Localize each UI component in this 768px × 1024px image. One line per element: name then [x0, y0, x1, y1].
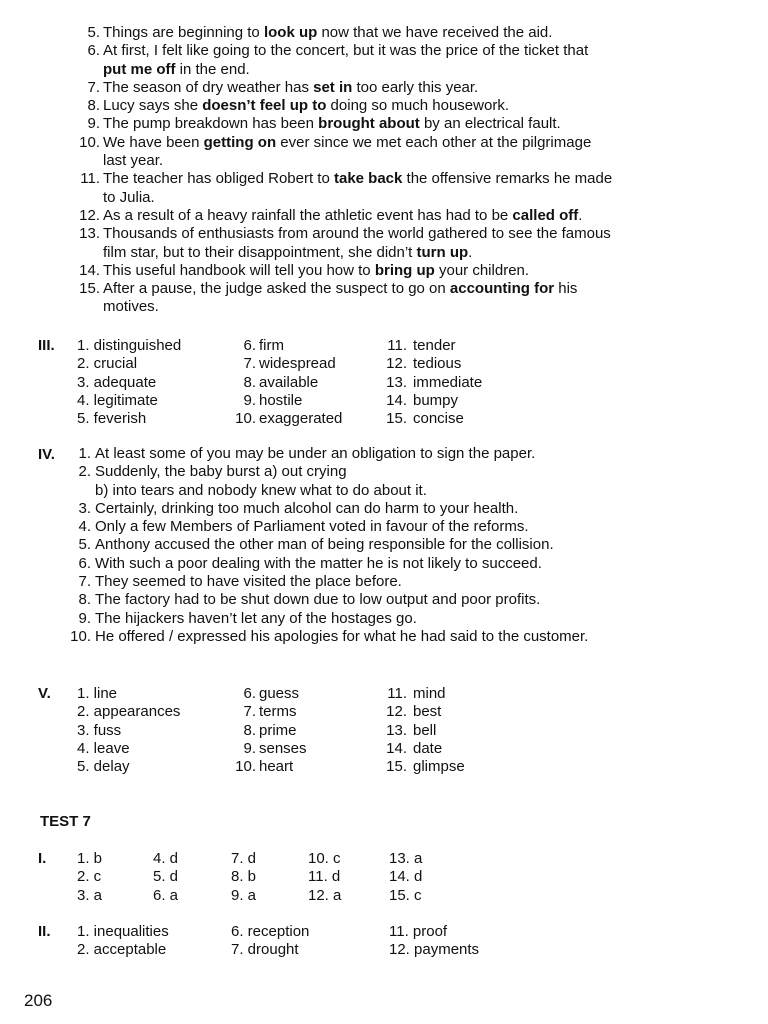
answer-entry: 13.: [386, 721, 407, 739]
list-item: [0, 262, 768, 280]
answer-entry: 2. appearances: [77, 703, 181, 721]
answer-entry: 6.: [243, 337, 256, 354]
item-number: 13.: [79, 225, 100, 243]
answer-phrase: accounting for: [449, 280, 555, 298]
sentence-text: The season of dry weather has: [103, 78, 314, 96]
answer-entry: 11. d: [308, 868, 341, 886]
list-item-continuation: [0, 189, 768, 207]
answer-entry: 2. c: [77, 868, 102, 886]
answer-entry: 8.: [243, 721, 256, 739]
item-text: [103, 79, 478, 97]
item-text: [103, 207, 582, 225]
sentence-text: motives.: [103, 298, 159, 316]
sentence-text: At first, I felt like going to the concert, but it was the price of the ticket that: [103, 42, 589, 60]
list-item-continuation: [0, 244, 768, 262]
answer-entry: concise: [413, 410, 464, 428]
sentence-text: doing so much housework.: [326, 97, 509, 115]
answer-entry: senses: [259, 739, 307, 757]
list-item: [0, 24, 768, 42]
item-text: [103, 134, 591, 152]
list-item: [0, 445, 768, 463]
sentence-text: ever since we met each other at the pilgrimage: [276, 133, 592, 151]
list-item: [0, 518, 768, 536]
list-item: [0, 536, 768, 554]
item-text: They seemed to have visited the place before.: [95, 573, 402, 591]
item-number: 15.: [79, 280, 100, 298]
sentence-text: now that we have received the aid.: [317, 24, 553, 41]
sentence-text: After a pause, the judge asked the suspect to go on: [103, 280, 450, 298]
test7-section-i-col5: [389, 850, 422, 905]
answer-phrase: brought about: [318, 115, 420, 133]
list-item: [0, 170, 768, 188]
item-number: 2.: [78, 463, 91, 481]
answer-phrase: called off: [512, 206, 579, 224]
answer-entry: 8.: [243, 373, 256, 391]
answer-entry: 15.: [386, 758, 407, 776]
sentence-text: Things are beginning to: [103, 24, 264, 41]
answer-phrase: doesn’t feel up to: [202, 97, 327, 115]
section-v-col2: [259, 685, 307, 776]
sentence-text: your children.: [434, 261, 530, 279]
item-text: Anthony accused the other man of being responsible for the collision.: [95, 536, 554, 554]
page-number: 206: [24, 991, 53, 1010]
answer-entry: 1. distinguished: [77, 337, 182, 354]
item-number: 14.: [79, 261, 100, 279]
answer-entry: 10.: [235, 758, 256, 776]
answer-entry: 6. reception: [231, 923, 310, 940]
answer-entry: 14.: [386, 391, 407, 409]
answer-phrase: bring up: [374, 261, 435, 279]
answer-entry: 1. b: [77, 850, 103, 867]
list-item: [0, 42, 768, 60]
answer-entry: 7.: [243, 703, 256, 721]
section-iii-col3: [413, 337, 482, 428]
answer-entry: prime: [259, 721, 297, 739]
list-item: [0, 134, 768, 152]
list-item: [0, 280, 768, 298]
item-text: [103, 42, 588, 60]
item-number: 9.: [87, 115, 100, 133]
item-number: 10.: [79, 133, 100, 151]
answer-entry: 6.: [243, 685, 256, 702]
item-text: [103, 298, 159, 316]
test7-section-ii-col2: [231, 923, 309, 960]
item-number: 12.: [79, 206, 100, 224]
list-item: [0, 573, 768, 591]
test7-section-i-label: I.: [38, 850, 47, 867]
section-iii-col2: [259, 337, 342, 428]
answer-entry: 12. a: [308, 886, 342, 904]
item-number: 8.: [87, 97, 100, 115]
item-text: The hijackers haven’t let any of the hostages go.: [95, 609, 417, 627]
sentence-text: .: [578, 206, 583, 224]
answer-phrase: put me off: [103, 60, 176, 78]
sentence-text: to Julia.: [103, 188, 155, 206]
answer-entry: 12. payments: [389, 941, 480, 959]
section-iii-col2-numbers: [222, 337, 256, 428]
answer-entry: 15. c: [389, 886, 422, 904]
item-number: 5.: [87, 24, 100, 41]
answer-entry: 2. acceptable: [77, 941, 167, 959]
answer-entry: 1. line: [77, 685, 118, 702]
answer-entry: 3. adequate: [77, 373, 157, 391]
sentence-text: This useful handbook will tell you how to: [103, 261, 375, 279]
sentence-text: by an electrical fault.: [419, 115, 561, 133]
item-number: 9.: [78, 609, 91, 627]
list-item: [0, 555, 768, 573]
item-number: 6.: [78, 554, 91, 572]
answer-entry: 10. c: [308, 850, 341, 867]
sentence-text: too early this year.: [352, 78, 479, 96]
answer-entry: available: [259, 373, 319, 391]
item-text: At least some of you may be under an obligation to sign the paper.: [95, 445, 536, 462]
item-number: 11.: [80, 170, 100, 188]
answer-entry: 6. a: [153, 886, 179, 904]
list-item: [0, 207, 768, 225]
item-number: 1.: [78, 445, 91, 462]
test7-section-ii-col1: [77, 923, 169, 960]
item-text: b) into tears and nobody knew what to do about it.: [95, 481, 427, 499]
sentence-text: last year.: [103, 152, 164, 170]
answer-entry: 4. d: [153, 850, 179, 867]
sentence-text: in the end.: [175, 60, 250, 78]
list-item: [0, 591, 768, 609]
item-text: [103, 115, 561, 133]
sentence-text: Lucy says she: [103, 97, 203, 115]
item-number: 7.: [87, 78, 100, 96]
sentence-text: his: [554, 280, 578, 298]
answer-entry: mind: [413, 685, 446, 702]
answer-entry: 8. b: [231, 868, 257, 886]
list-item: [0, 97, 768, 115]
sentence-text: .: [468, 243, 473, 261]
list-item-continuation: [0, 482, 768, 500]
answer-phrase: turn up: [416, 243, 469, 261]
list-item: [0, 463, 768, 481]
answer-phrase: getting on: [203, 133, 277, 151]
answer-entry: 11.: [387, 337, 407, 354]
section-v-col1: [77, 685, 180, 776]
test-7-title: TEST 7: [40, 813, 91, 830]
answer-entry: bell: [413, 721, 437, 739]
test7-section-i-col3: [231, 850, 256, 905]
answer-entry: 3. a: [77, 886, 103, 904]
section-iii-label: III.: [38, 337, 55, 354]
list-item-continuation: [0, 61, 768, 79]
answer-entry: glimpse: [413, 758, 465, 776]
answer-entry: 7.: [243, 355, 256, 373]
test7-section-ii-col3: [389, 923, 479, 960]
list-item: [0, 610, 768, 628]
item-text: [103, 244, 472, 262]
list-item: [0, 628, 768, 646]
answer-entry: 9.: [243, 739, 256, 757]
answer-entry: 5. d: [153, 868, 179, 886]
section-iii-col1: [77, 337, 181, 428]
answer-entry: 13.: [386, 373, 407, 391]
answer-entry: widespread: [259, 355, 336, 373]
item-number: 4.: [78, 518, 91, 536]
item-number: 6.: [87, 42, 100, 60]
answer-entry: tedious: [413, 355, 462, 373]
answer-entry: 11. proof: [389, 923, 448, 940]
answer-entry: 3. fuss: [77, 721, 122, 739]
sentence-text: As a result of a heavy rainfall the athletic event has had to be: [103, 206, 513, 224]
item-text: [103, 280, 577, 298]
item-text: He offered / expressed his apologies for what he had said to the customer.: [95, 627, 589, 645]
sentence-text: the offensive remarks he made: [402, 170, 613, 188]
answer-entry: heart: [259, 758, 294, 776]
answer-entry: guess: [259, 685, 300, 702]
section-ii-list: [0, 24, 768, 317]
list-item-continuation: [0, 152, 768, 170]
answer-entry: terms: [259, 703, 297, 721]
item-text: [103, 152, 163, 170]
section-v-col2-numbers: [222, 685, 256, 776]
item-text: Certainly, drinking too much alcohol can do harm to your health.: [95, 499, 519, 517]
answer-phrase: look up: [263, 24, 318, 41]
sentence-text: Thousands of enthusiasts from around the world gathered to see the famous: [103, 225, 611, 243]
answer-entry: 5. feverish: [77, 410, 147, 428]
section-v-label: V.: [38, 685, 51, 702]
answer-entry: 4. leave: [77, 739, 130, 757]
answer-entry: bumpy: [413, 391, 459, 409]
list-item: [0, 115, 768, 133]
answer-entry: 15.: [386, 410, 407, 428]
answer-entry: date: [413, 739, 443, 757]
item-text: The factory had to be shut down due to low output and poor profits.: [95, 591, 541, 609]
answer-entry: 9.: [243, 391, 256, 409]
item-number: 5.: [78, 536, 91, 554]
sentence-text: film star, but to their disappointment, she didn’t: [103, 243, 417, 261]
answer-entry: 12.: [386, 355, 407, 373]
list-item: [0, 500, 768, 518]
item-text: [103, 225, 611, 243]
answer-entry: 2. crucial: [77, 355, 138, 373]
answer-entry: 14. d: [389, 868, 423, 886]
answer-entry: 13. a: [389, 850, 423, 867]
answer-entry: exaggerated: [259, 410, 343, 428]
item-text: With such a poor dealing with the matter he is not likely to succeed.: [95, 554, 542, 572]
answer-entry: tender: [413, 337, 456, 354]
list-item-continuation: [0, 298, 768, 316]
item-text: [103, 170, 612, 188]
answer-entry: best: [413, 703, 442, 721]
section-iv-label: IV.: [38, 446, 55, 463]
item-text: Suddenly, the baby burst a) out crying: [95, 463, 347, 481]
item-number: 10.: [70, 627, 91, 645]
list-item: [0, 225, 768, 243]
answer-phrase: take back: [333, 170, 403, 188]
test7-section-i-col2: [153, 850, 178, 905]
answer-entry: 10.: [235, 410, 256, 428]
item-text: [103, 61, 250, 79]
answer-entry: 7. d: [231, 850, 257, 867]
answer-phrase: set in: [313, 78, 353, 96]
item-text: Only a few Members of Parliament voted in favour of the reforms.: [95, 518, 529, 536]
item-number: 7.: [78, 573, 91, 591]
answer-entry: 14.: [386, 739, 407, 757]
answer-entry: firm: [259, 337, 284, 354]
section-v-col3: [413, 685, 465, 776]
answer-entry: 1. inequalities: [77, 923, 169, 940]
section-v-col3-numbers: [378, 685, 407, 776]
test7-section-ii-label: II.: [38, 923, 51, 940]
answer-entry: 11.: [387, 685, 407, 702]
item-number: 8.: [78, 591, 91, 609]
list-item: [0, 79, 768, 97]
answer-entry: hostile: [259, 391, 303, 409]
answer-entry: 9. a: [231, 886, 257, 904]
answer-entry: 12.: [386, 703, 407, 721]
item-text: [103, 189, 155, 207]
item-text: [103, 24, 552, 42]
item-text: [103, 262, 529, 280]
sentence-text: We have been: [103, 133, 204, 151]
item-text: [103, 97, 509, 115]
section-iv-list: [0, 445, 768, 646]
answer-entry: immediate: [413, 373, 483, 391]
answer-entry: 7. drought: [231, 941, 299, 959]
answer-entry: 5. delay: [77, 758, 130, 776]
test7-section-i-col4: [308, 850, 341, 905]
sentence-text: The teacher has obliged Robert to: [103, 170, 334, 188]
item-number: 3.: [78, 499, 91, 517]
answer-entry: 4. legitimate: [77, 391, 158, 409]
test7-section-i-col1: [77, 850, 102, 905]
section-iii-col3-numbers: [378, 337, 407, 428]
sentence-text: The pump breakdown has been: [103, 115, 319, 133]
